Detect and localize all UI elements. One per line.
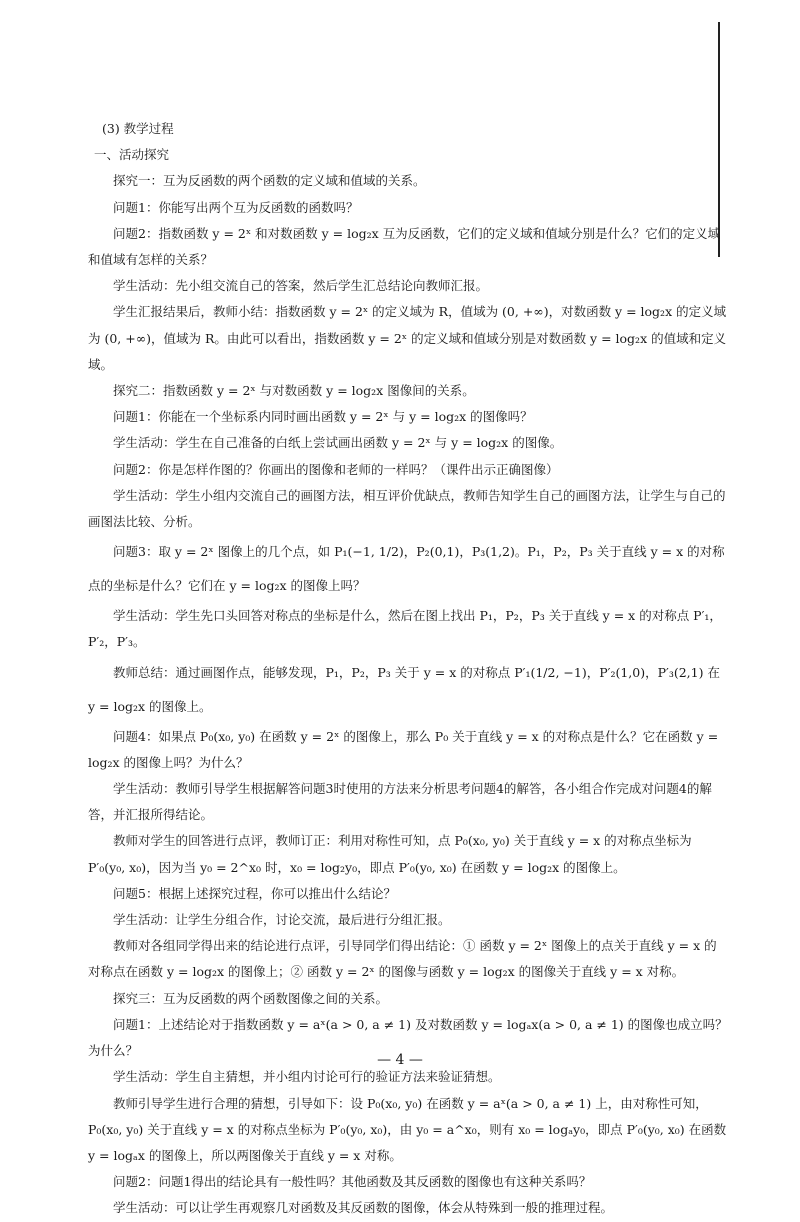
paragraph: 学生活动：教师引导学生根据解答问题3时使用的方法来分析思考问题4的解答，各小组合作完成对问题4的解答，并汇报所得结论。	[88, 781, 712, 823]
paragraph: 问题2：你是怎样作图的？你画出的图像和老师的一样吗？（课件出示正确图像）	[113, 461, 559, 477]
paragraph: 学生汇报结果后，教师小结：指数函数 y = 2ˣ 的定义域为 R，值域为 (0, +∞)，对数函数 y = log₂x 的定义域为 (0, +∞)，值域为 R。由此可以看出，指数函数 y = 2ˣ 的定义域和值域分别是对数函数 y = log₂x 的值域和定义域。	[88, 304, 727, 372]
paragraph: 探究一：互为反函数的两个函数的定义域和值域的关系。	[113, 173, 426, 189]
paragraph: 学生活动：学生自主猜想，并小组内讨论可行的验证方法来验证猜想。	[113, 1069, 501, 1085]
paragraph: (3) 教学过程	[102, 121, 174, 136]
paragraph: 问题1：上述结论对于指数函数 y = aˣ(a > 0, a ≠ 1) 及对数函数 y = logₐx(a > 0, a ≠ 1) 的图像也成立吗？为什么？	[88, 1016, 728, 1059]
paragraph: 一、活动探究	[94, 147, 170, 163]
paragraph: 学生活动：让学生分组合作，讨论交流，最后进行分组汇报。	[113, 912, 451, 928]
paragraph: 教师对学生的回答进行点评，教师订正：利用对称性可知，点 P₀(x₀, y₀) 关于直线 y = x 的对称点坐标为 P′₀(y₀, x₀)，因为当 y₀ = 2^x₀ 时，x₀ = log₂y₀，即点 P′₀(y₀, x₀) 在函数 y = log₂x 的图像上。	[88, 833, 692, 875]
paragraph: 教师引导学生进行合理的猜想，引导如下：设 P₀(x₀, y₀) 在函数 y = aˣ(a > 0, a ≠ 1) 上，由对称性可知，P₀(x₀, y₀) 关于直线 y = x 的对称点坐标为 P′₀(y₀, x₀)，由 y₀ = a^x₀，则有 x₀ = logₐy₀，即点 P′₀(y₀, x₀) 在函数 y = logₐx 的图像上，所以两图像关于直线 y = x 对称。	[88, 1095, 727, 1163]
paragraph: 学生活动：先小组交流自己的答案，然后学生汇总结论向教师汇报。	[113, 278, 489, 294]
paragraph: 学生活动：学生小组内交流自己的画图方法，相互评价优缺点，教师告知学生自己的画图方法，让学生与自己的画图法比较、分析。	[88, 487, 726, 530]
paragraph: 问题4：如果点 P₀(x₀, y₀) 在函数 y = 2ˣ 的图像上，那么 P₀ 关于直线 y = x 的对称点是什么？它在函数 y = log₂x 的图像上吗？为什么？	[88, 728, 719, 770]
paragraph: 问题5：根据上述探究过程，你可以推出什么结论？	[113, 885, 396, 901]
paragraph: 问题1：你能写出两个互为反函数的函数吗？	[113, 199, 359, 215]
paragraph: 探究二：指数函数 y = 2ˣ 与对数函数 y = log₂x 图像间的关系。	[113, 383, 475, 399]
paragraph: 学生活动：可以让学生再观察几对函数及其反函数的图像，体会从特殊到一般的推理过程。	[113, 1200, 614, 1216]
paragraph: 问题2：问题1得出的结论具有一般性吗？其他函数及其反函数的图像也有这种关系吗？	[113, 1174, 592, 1190]
paragraph: 探究三：互为反函数的两个函数图像之间的关系。	[113, 990, 389, 1006]
paragraph: 教师总结：通过画图作点，能够发现，P₁，P₂，P₃ 关于 y = x 的对称点 P′₁(1/2, −1)，P′₂(1,0)，P′₃(2,1) 在 y = log₂x 的图像上。	[88, 664, 720, 714]
paragraph: 学生活动：学生先口头回答对称点的坐标是什么，然后在图上找出 P₁，P₂，P₃ 关于直线 y = x 的对称点 P′₁，P′₂，P′₃。	[88, 608, 722, 650]
paragraph: 教师对各组同学得出来的结论进行点评，引导同学们得出结论：① 函数 y = 2ˣ 图像上的点关于直线 y = x 的对称点在函数 y = log₂x 的图像上；② 函数 y = 2ˣ 的图像与函数 y = log₂x 的图像关于直线 y = x 对称。	[88, 938, 717, 980]
paragraph: 问题2：指数函数 y = 2ˣ 和对数函数 y = log₂x 互为反函数，它们的定义域和值域分别是什么？它们的定义域和值域有怎样的关系？	[88, 225, 721, 268]
page-number: — 4 —	[377, 1052, 423, 1068]
paragraph: 问题1：你能在一个坐标系内同时画出函数 y = 2ˣ 与 y = log₂x 的图像吗？	[113, 409, 533, 425]
paragraph: 学生活动：学生在自己准备的白纸上尝试画出函数 y = 2ˣ 与 y = log₂x 的图像。	[113, 435, 563, 451]
paragraph: 问题3：取 y = 2ˣ 图像上的几个点，如 P₁(−1, 1/2)，P₂(0,1)，P₃(1,2)。P₁，P₂，P₃ 关于直线 y = x 的对称点的坐标是什么？它们在 y = log₂x 的图像上吗？	[88, 544, 725, 594]
